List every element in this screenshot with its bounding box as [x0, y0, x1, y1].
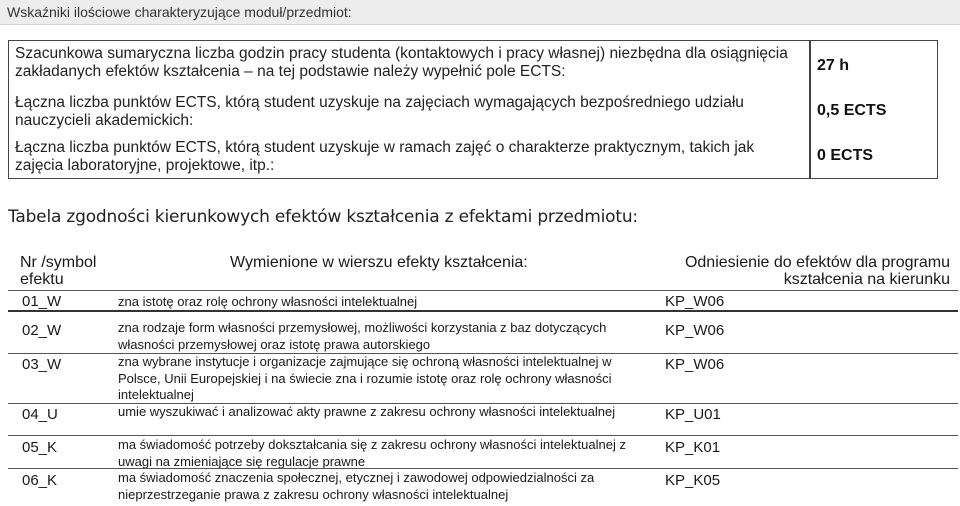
row-divider	[8, 468, 958, 469]
row-reference: KP_U01	[665, 406, 721, 423]
row-divider	[8, 435, 958, 436]
row-id: 03_W	[22, 356, 62, 373]
row-divider	[8, 310, 958, 312]
section-header-title: Wskaźniki ilościowe charakteryzujące moduł/przedmiot:	[7, 4, 352, 20]
row-description: zna rodzaje form własności przemysłowej, możliwości korzystania z baz dotyczących własności przemysłowej oraz istotę prawa autorskiego	[118, 320, 607, 352]
ects-row-value: 0 ECTS	[817, 147, 874, 164]
row-description: zna wybrane instytucje i organizacje zajmujące się ochroną własności intelektualnej w Polsce, Unii Europejskiej i na świecie zna i rozumie istotę oraz rolę ochrony własności intelektualnej	[118, 354, 612, 402]
row-reference: KP_K01	[665, 439, 721, 456]
ects-row-label: Łączna liczba punktów ECTS, którą student uzyskuje na zajęciach wymagających bezpośredniego udziału nauczycieli akademickich:	[15, 94, 744, 129]
row-id: 05_K	[22, 439, 58, 456]
column-header-id: Nr /symbol efektu	[20, 254, 97, 288]
row-id: 02_W	[22, 322, 62, 339]
row-reference: KP_W06	[665, 293, 725, 310]
row-id: 01_W	[22, 293, 62, 310]
row-description: ma świadomość potrzeby dokształcania się z zakresu ochrony własności intelektualnej z uwagi na zmieniające się regulacje prawne	[118, 437, 626, 469]
column-header-description: Wymienione w wierszu efekty kształcenia:	[230, 254, 528, 271]
ects-row-label: Łączna liczba punktów ECTS, którą student uzyskuje w ramach zajęć o charakterze praktycznym, takich jak zajęcia laboratoryjne, projektowe, itp.:	[15, 139, 755, 174]
ects-column-divider	[809, 41, 811, 178]
ects-row-label: Szacunkowa sumaryczna liczba godzin pracy studenta (kontaktowych i pracy własnej) niezbędna dla osiągnięcia zakładanych efektów kształcenia – na tej podstawie należy wypełnić pole ECTS:	[15, 45, 788, 80]
row-description: ma świadomość znaczenia społecznej, etycznej i zawodowej odpowiedzialności za nieprzestrzeganie prawa z zakresu ochrony własności intelektualnej	[118, 470, 595, 502]
row-divider	[8, 290, 958, 291]
row-reference: KP_W06	[665, 322, 725, 339]
ects-summary-box	[8, 40, 938, 179]
row-id: 06_K	[22, 472, 58, 489]
outcomes-table	[0, 242, 960, 506]
row-description: zna istotę oraz rolę ochrony własności intelektualnej	[118, 294, 418, 309]
row-description: umie wyszukiwać i analizować akty prawne z zakresu ochrony własności intelektualnej	[118, 404, 616, 419]
section-header	[0, 0, 960, 25]
row-reference: KP_W06	[665, 356, 725, 373]
ects-row-value: 27 h	[817, 57, 850, 74]
table-title: Tabela zgodności kierunkowych efektów kształcenia z efektami przedmiotu:	[8, 207, 638, 227]
column-header-reference: Odniesienie do efektów dla programu kształcenia na kierunku	[684, 254, 950, 288]
ects-row-value: 0,5 ECTS	[817, 102, 887, 119]
row-id: 04_U	[22, 406, 58, 423]
row-reference: KP_K05	[665, 472, 721, 489]
